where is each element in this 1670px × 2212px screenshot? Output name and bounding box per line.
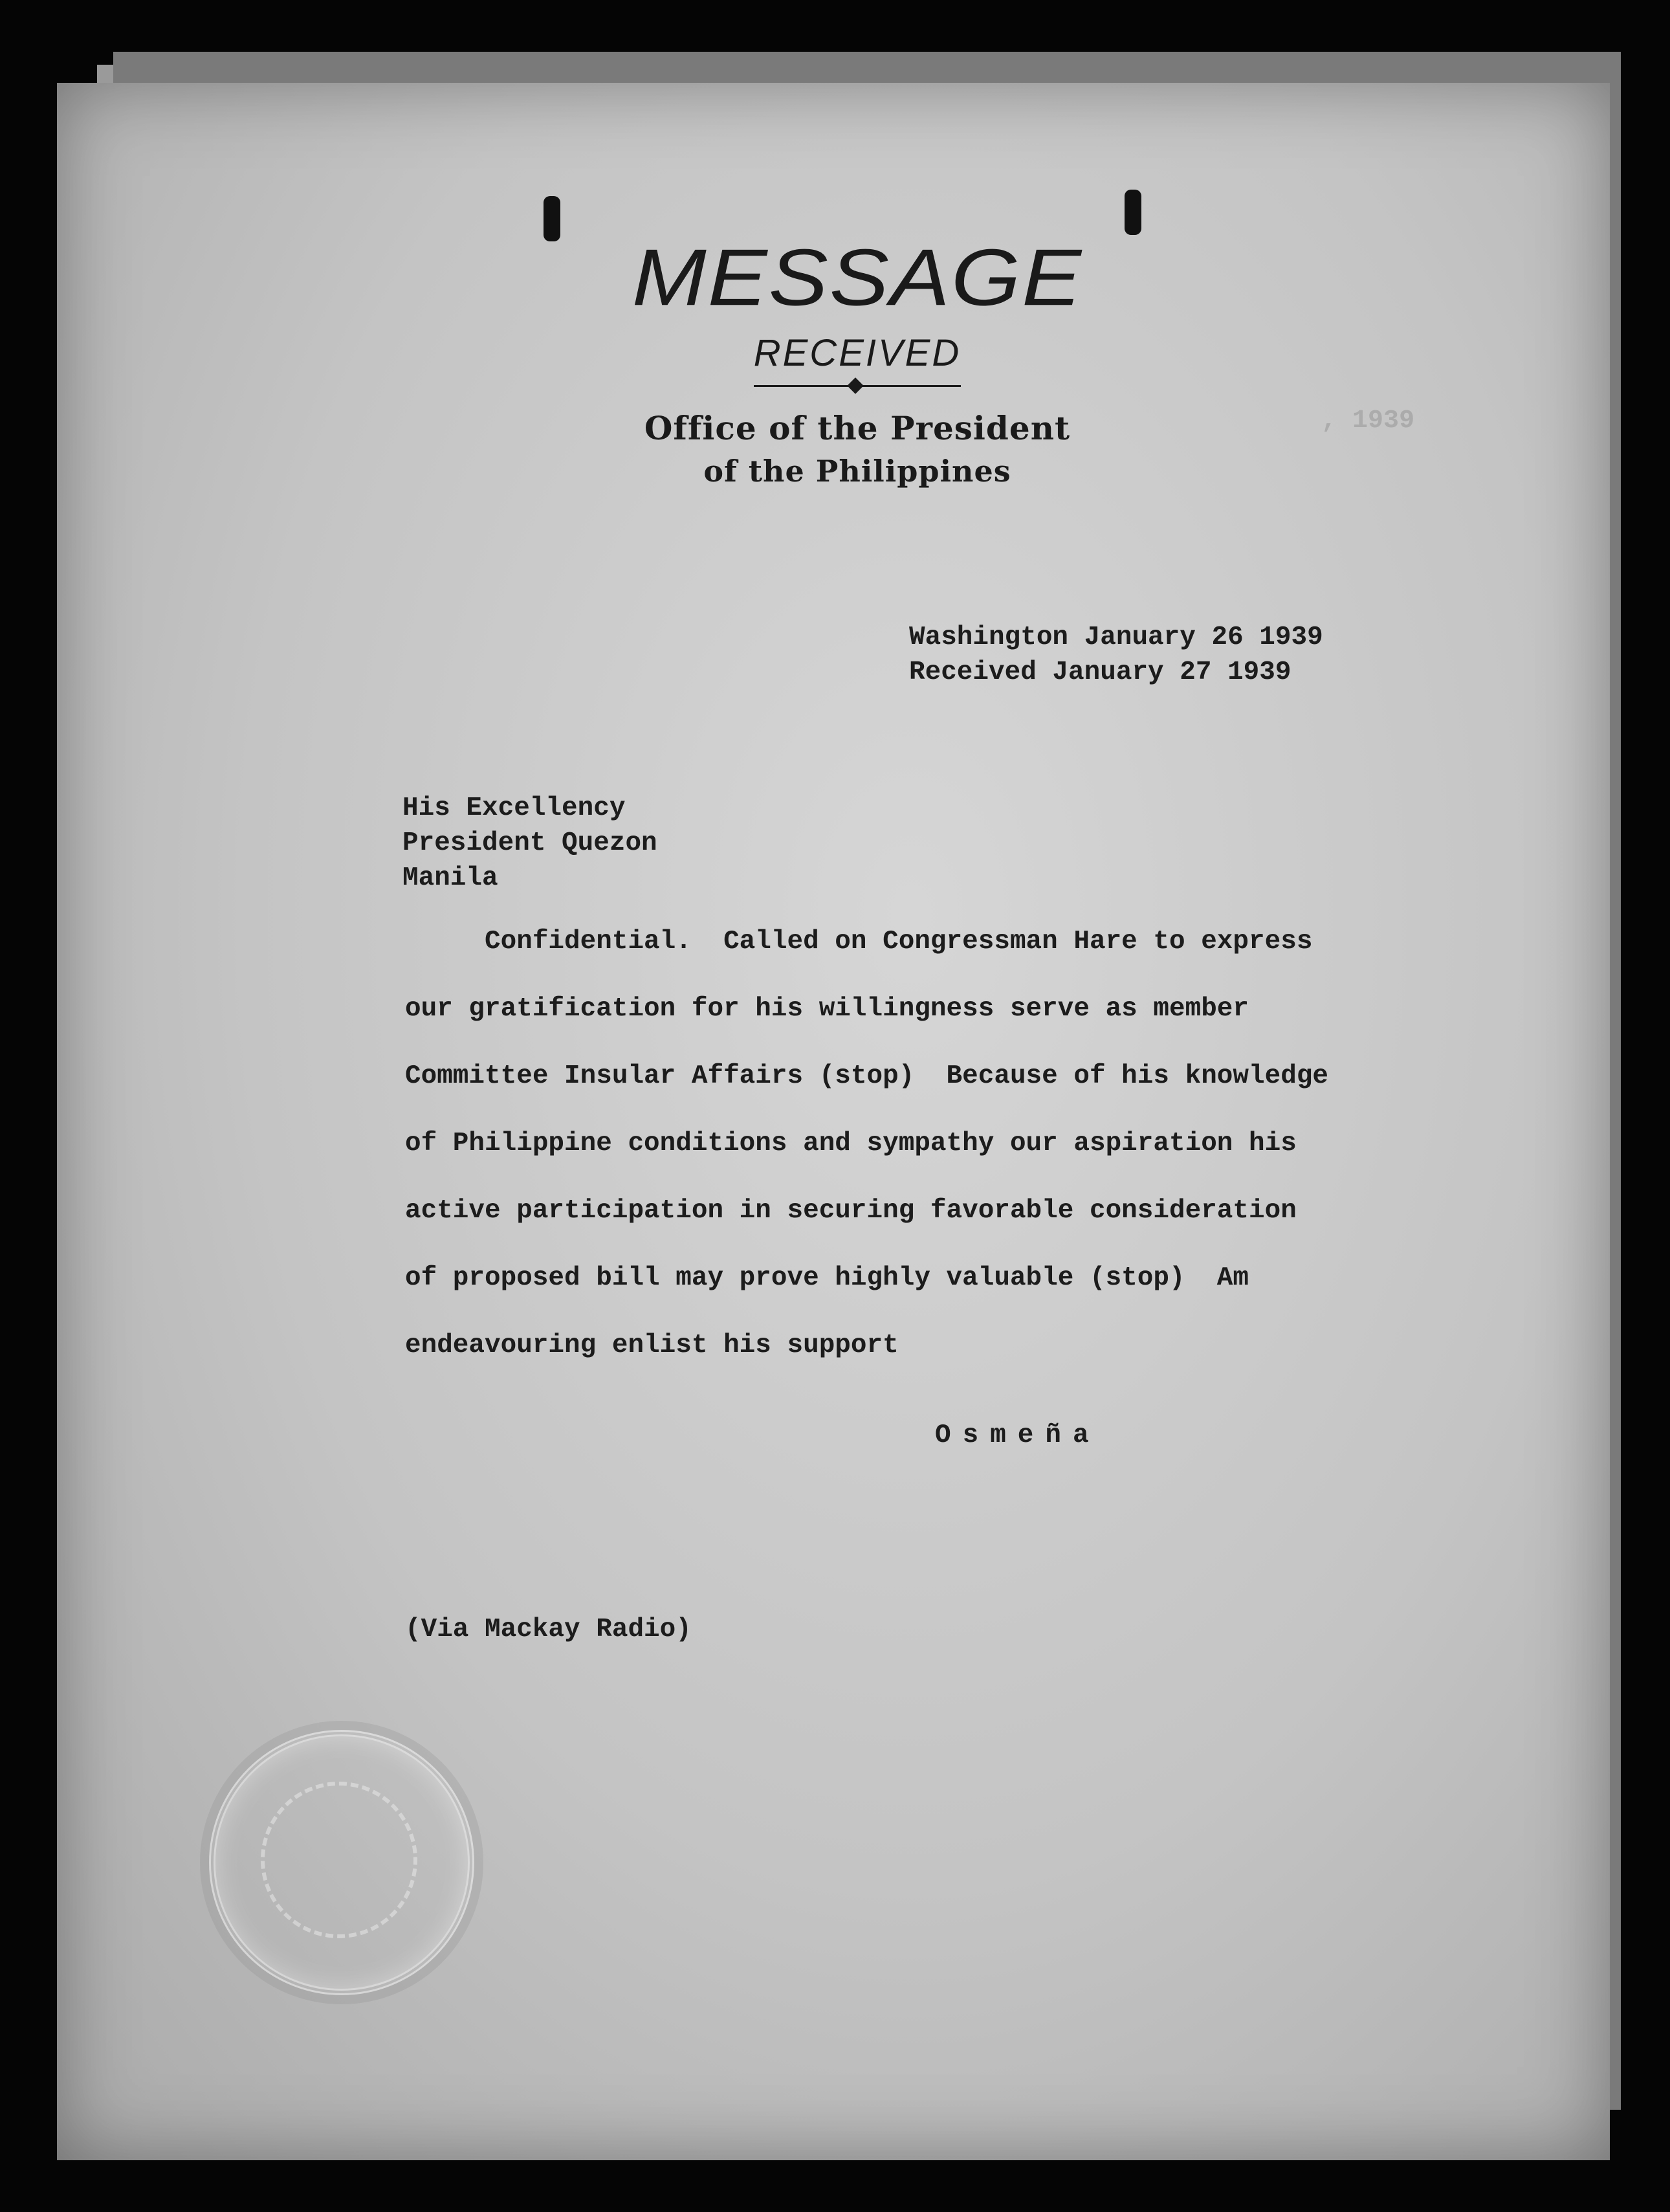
letterhead bbox=[453, 233, 1262, 489]
embossed-seal-center bbox=[261, 1782, 417, 1938]
bleed-through-text bbox=[523, 575, 1206, 604]
letterhead-subtitle: RECEIVED bbox=[753, 332, 961, 374]
body-line: of proposed bill may prove highly valuable (stop) Am bbox=[405, 1263, 1249, 1293]
address-line: His Excellency bbox=[402, 793, 626, 823]
transmission-note: (Via Mackay Radio) bbox=[405, 1615, 692, 1644]
dateline bbox=[909, 620, 1323, 690]
letterhead-ornament-rule bbox=[754, 385, 961, 387]
bleed-through-text: , 1939 bbox=[1150, 406, 1415, 436]
body-line: active participation in securing favorable consideration bbox=[405, 1196, 1297, 1226]
dateline-received: Received January 27 1939 bbox=[909, 658, 1291, 687]
letterhead-country: of the Philippines bbox=[703, 454, 1011, 489]
embossed-seal bbox=[209, 1730, 474, 1995]
body-line: our gratification for his willingness serve as member bbox=[405, 994, 1249, 1024]
recipient-address bbox=[402, 791, 657, 896]
punch-hole bbox=[1125, 190, 1141, 235]
body-line: Committee Insular Affairs (stop) Because of his knowledge bbox=[405, 1061, 1329, 1091]
dateline-sent: Washington January 26 1939 bbox=[909, 623, 1323, 652]
address-line: President Quezon bbox=[402, 828, 657, 858]
body-line: endeavouring enlist his support bbox=[405, 1331, 899, 1360]
letterhead-office: Office of the President bbox=[644, 409, 1071, 447]
body-line: of Philippine conditions and sympathy our aspiration his bbox=[405, 1129, 1297, 1158]
letterhead-title: MESSAGE bbox=[632, 232, 1083, 323]
signature: Osmeña bbox=[935, 1421, 1101, 1450]
body-line: Confidential. Called on Congressman Hare to express bbox=[405, 927, 1313, 957]
address-line: Manila bbox=[402, 863, 498, 893]
